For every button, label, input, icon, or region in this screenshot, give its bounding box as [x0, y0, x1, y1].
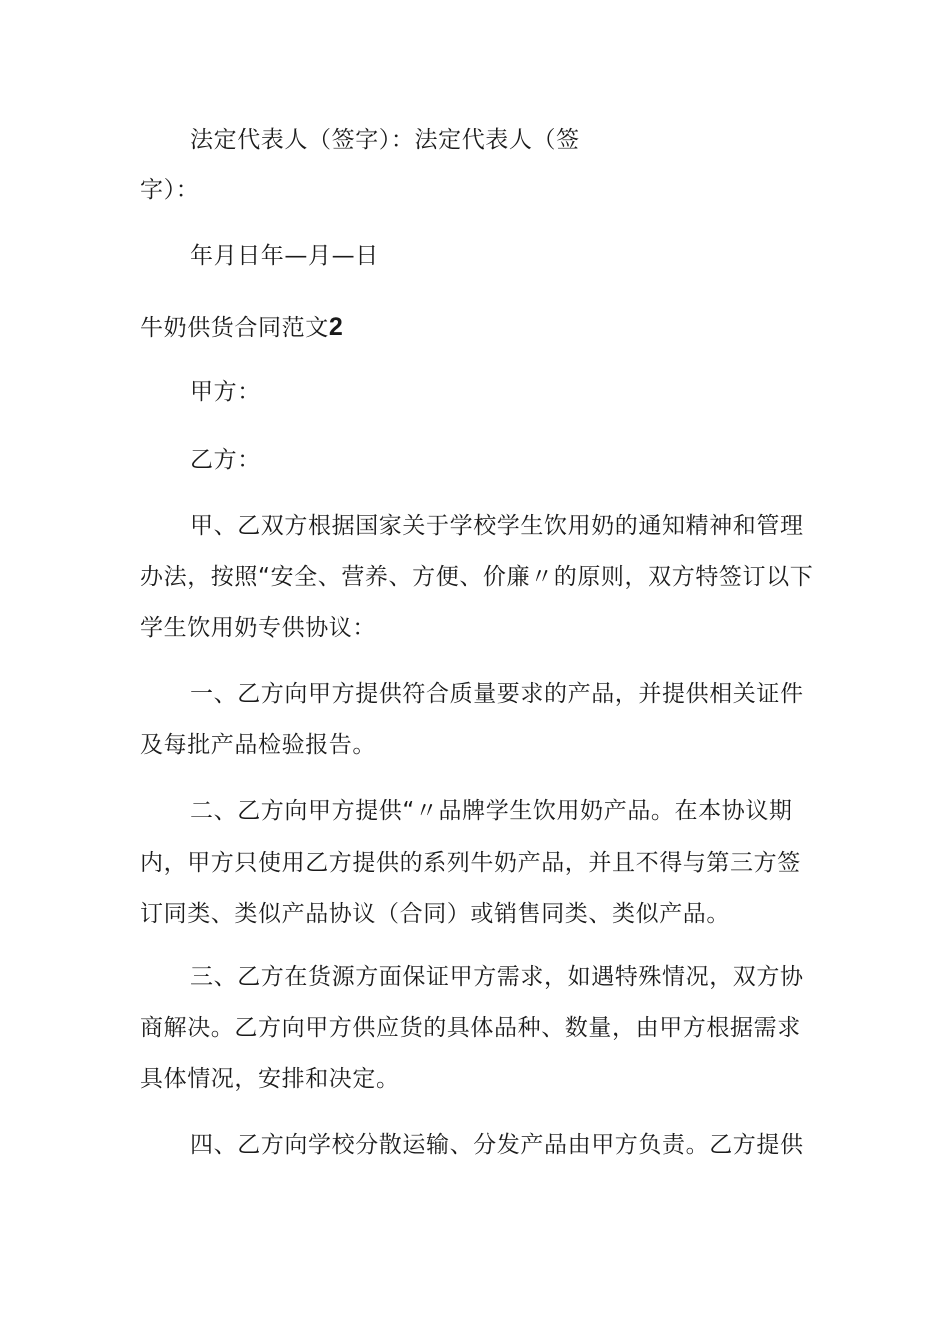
- section-title: [140, 313, 820, 342]
- clause-2-line-1: 二、乙方向甲方提供“〃品牌学生饮用奶产品。在本协议期: [190, 798, 793, 824]
- party-b-label: 乙方：: [190, 447, 261, 473]
- clause-4-line-1: 四、乙方向学校分散运输、分发产品由甲方负责。乙方提供: [190, 1132, 804, 1158]
- clause-3-line-1: 三、乙方在货源方面保证甲方需求，如遇特殊情况，双方协: [190, 964, 804, 990]
- intro-line-3: 学生饮用奶专供协议：: [140, 615, 376, 641]
- intro-line-1: 甲、乙双方根据国家关于学校学生饮用奶的通知精神和管理: [190, 513, 804, 539]
- party-a-label: 甲方：: [190, 379, 261, 405]
- clause-2-line-3: 订同类、类似产品协议（合同）或销售同类、类似产品。: [140, 901, 730, 927]
- date-line: 年月日年—月—日: [190, 243, 379, 269]
- clause-3-line-3: 具体情况，安排和决定。: [140, 1066, 400, 1092]
- section-title-number: 2: [328, 313, 344, 341]
- clause-2-line-2: 内，甲方只使用乙方提供的系列牛奶产品，并且不得与第三方签: [140, 850, 801, 876]
- section-title-text: 牛奶供货合同范文: [140, 315, 329, 341]
- signature-line-1: 法定代表人（签字）：法定代表人（签: [190, 127, 580, 153]
- intro-line-2: 办法，按照“安全、营养、方便、价廉〃的原则，双方特签订以下: [140, 564, 814, 590]
- clause-1-line-2: 及每批产品检验报告。: [140, 732, 376, 758]
- clause-1-line-1: 一、乙方向甲方提供符合质量要求的产品，并提供相关证件: [190, 681, 804, 707]
- clause-3-line-2: 商解决。乙方向甲方供应货的具体品种、数量，由甲方根据需求: [140, 1015, 801, 1041]
- signature-line-2: 字）：: [140, 177, 200, 203]
